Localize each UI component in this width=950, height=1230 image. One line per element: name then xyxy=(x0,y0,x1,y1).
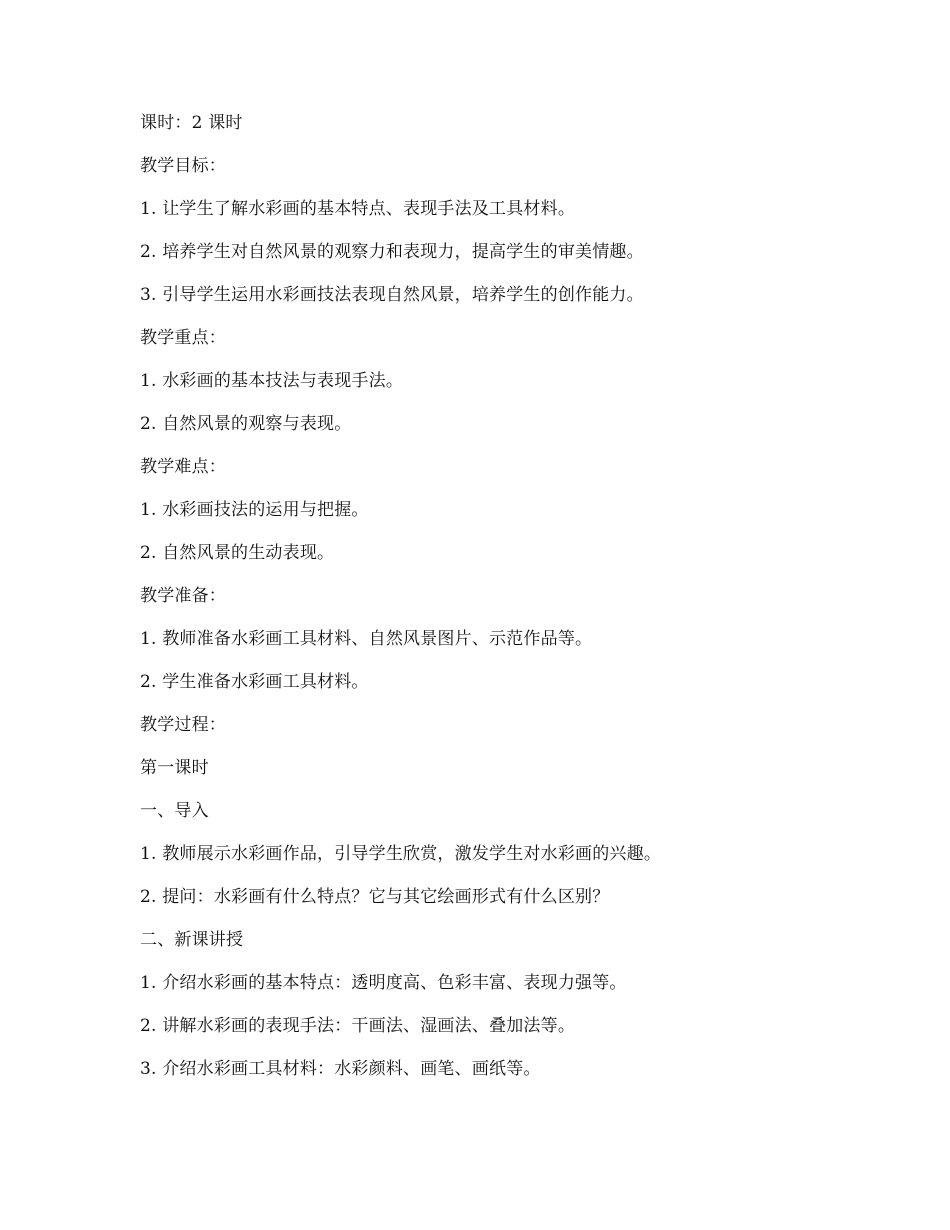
heading-preparation: 教学准备： xyxy=(140,586,226,606)
key-point-1: 1. 水彩画的基本技法与表现手法。 xyxy=(140,371,404,391)
heading-difficulties: 教学难点： xyxy=(140,457,226,477)
first-lesson-heading: 第一课时 xyxy=(140,758,209,778)
difficulty-2: 2. 自然风景的生动表现。 xyxy=(140,543,335,563)
difficulty-1: 1. 水彩画技法的运用与把握。 xyxy=(140,500,369,520)
objective-3: 3. 引导学生运用水彩画技法表现自然风景，培养学生的创作能力。 xyxy=(140,285,644,305)
introduction-2: 2. 提问：水彩画有什么特点？它与其它绘画形式有什么区别？ xyxy=(140,887,610,907)
objective-1: 1. 让学生了解水彩画的基本特点、表现手法及工具材料。 xyxy=(140,199,576,219)
new-lesson-2: 2. 讲解水彩画的表现手法：干画法、湿画法、叠加法等。 xyxy=(140,1016,576,1036)
key-point-2: 2. 自然风景的观察与表现。 xyxy=(140,414,352,434)
lesson-duration: 课时：2 课时 xyxy=(140,113,243,133)
introduction-1: 1. 教师展示水彩画作品，引导学生欣赏，激发学生对水彩画的兴趣。 xyxy=(140,844,662,864)
heading-process: 教学过程： xyxy=(140,715,226,735)
section-new-lesson: 二、新课讲授 xyxy=(140,930,244,950)
new-lesson-3: 3. 介绍水彩画工具材料：水彩颜料、画笔、画纸等。 xyxy=(140,1059,541,1079)
section-introduction: 一、导入 xyxy=(140,801,209,821)
objective-2: 2. 培养学生对自然风景的观察力和表现力，提高学生的审美情趣。 xyxy=(140,242,644,262)
heading-objectives: 教学目标： xyxy=(140,156,226,176)
preparation-1: 1. 教师准备水彩画工具材料、自然风景图片、示范作品等。 xyxy=(140,629,593,649)
heading-key-points: 教学重点： xyxy=(140,328,226,348)
preparation-2: 2. 学生准备水彩画工具材料。 xyxy=(140,672,369,692)
new-lesson-1: 1. 介绍水彩画的基本特点：透明度高、色彩丰富、表现力强等。 xyxy=(140,973,627,993)
